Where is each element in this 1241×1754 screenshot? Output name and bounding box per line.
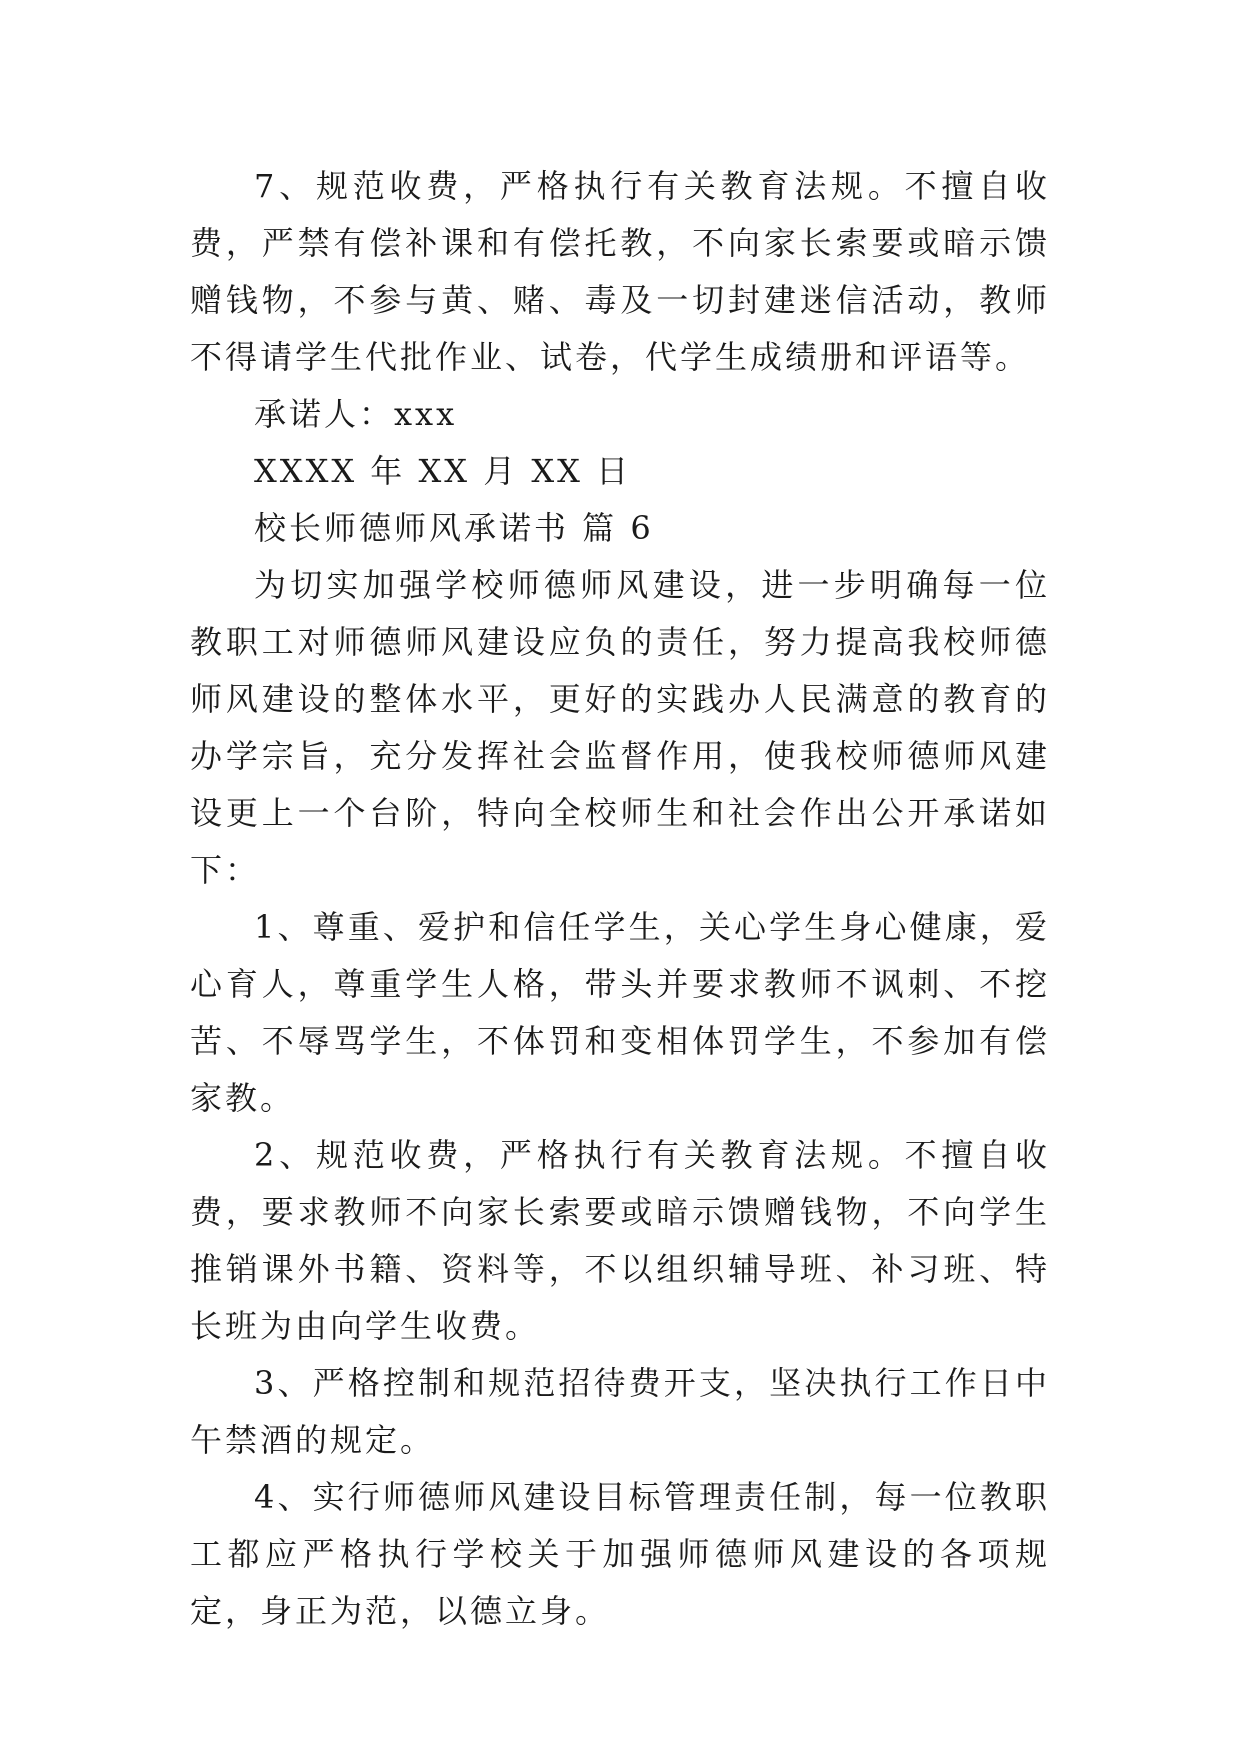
- paragraph-item-7: 7、规范收费，严格执行有关教育法规。不擅自收费，严禁有偿补课和有偿托教，不向家长索要或暗示馈赠钱物，不参与黄、赌、毒及一切封建迷信活动，教师不得请学生代批作业、试卷，代学生成绩册和评语等。: [190, 167, 1050, 376]
- promiser-line: 承诺人：xxx: [254, 395, 458, 433]
- paragraph-item-3: 3、严格控制和规范招待费开支，坚决执行工作日中午禁酒的规定。: [190, 1364, 1050, 1459]
- paragraph-item-1: 1、尊重、爱护和信任学生，关心学生身心健康，爱心育人，尊重学生人格，带头并要求教师不讽刺、不挖苦、不辱骂学生，不体罚和变相体罚学生，不参加有偿家教。: [190, 908, 1050, 1117]
- document-body: [190, 158, 1050, 1640]
- intro-paragraph: 为切实加强学校师德师风建设，进一步明确每一位教职工对师德师风建设应负的责任，努力提高我校师德师风建设的整体水平，更好的实践办人民满意的教育的办学宗旨，充分发挥社会监督作用，使我校师德师风建设更上一个台阶，特向全校师生和社会作出公开承诺如下：: [190, 566, 1050, 889]
- paragraph-item-2: 2、规范收费，严格执行有关教育法规。不擅自收费，要求教师不向家长索要或暗示馈赠钱物，不向学生推销课外书籍、资料等，不以组织辅导班、补习班、特长班为由向学生收费。: [190, 1136, 1050, 1345]
- date-line: XXXX 年 XX 月 XX 日: [254, 452, 632, 490]
- section-title: 校长师德师风承诺书 篇 6: [254, 509, 654, 547]
- paragraph-item-4: 4、实行师德师风建设目标管理责任制，每一位教职工都应严格执行学校关于加强师德师风建设的各项规定，身正为范，以德立身。: [190, 1478, 1050, 1630]
